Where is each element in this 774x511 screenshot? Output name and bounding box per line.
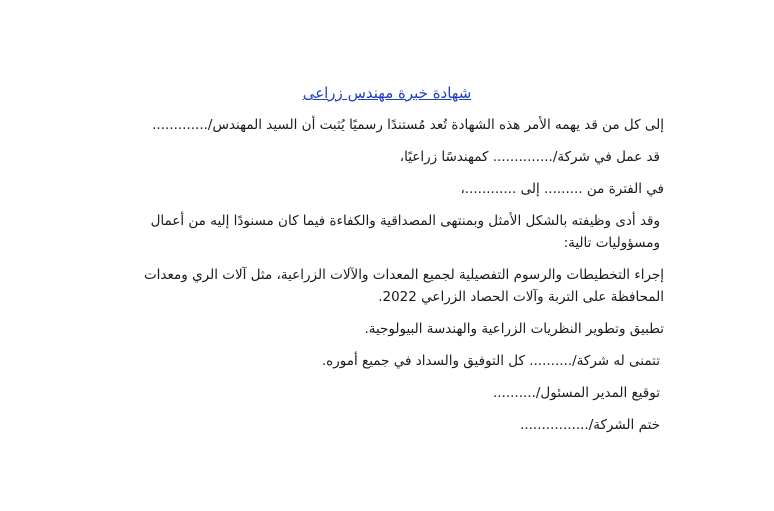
- duty-item-designs: إجراء التخطيطات والرسوم التفصيلية لجميع المعدات والآلات الزراعية، مثل آلات الري ومعدات المحافظة على التربة وآلات الحصاد الزراعي 2022.: [143, 267, 664, 305]
- company-paragraph: قد عمل في شركة/.............. كمهندسًا زراعيًا،: [399, 149, 660, 165]
- document-title: شهادة خبرة مهندس زراعى: [302, 84, 472, 102]
- duties-paragraph: وقد أدى وظيفته بالشكل الأمثل وبمنتهى المصداقية والكفاءة فيما كان مسنودًا إليه من أعمال ومسؤوليات تالية:: [150, 213, 660, 251]
- duty-item-theories: تطبيق وتطوير النظريات الزراعية والهندسة البيولوجية.: [364, 321, 664, 337]
- intro-paragraph: إلى كل من قد يهمه الأمر هذه الشهادة تُعد مُستندًا رسميًا يُثبت أن السيد المهندس/.............: [152, 117, 664, 133]
- wishes-paragraph: تتمنى له شركة/.......... كل التوفيق والسداد في جميع أموره.: [321, 353, 660, 369]
- company-stamp-line: ختم الشركة/................: [520, 417, 660, 433]
- certificate-document: [110, 80, 664, 446]
- period-paragraph: في الفترة من ......... إلى ............،: [460, 181, 664, 197]
- manager-signature-line: توقيع المدير المسئول/..........: [492, 385, 660, 401]
